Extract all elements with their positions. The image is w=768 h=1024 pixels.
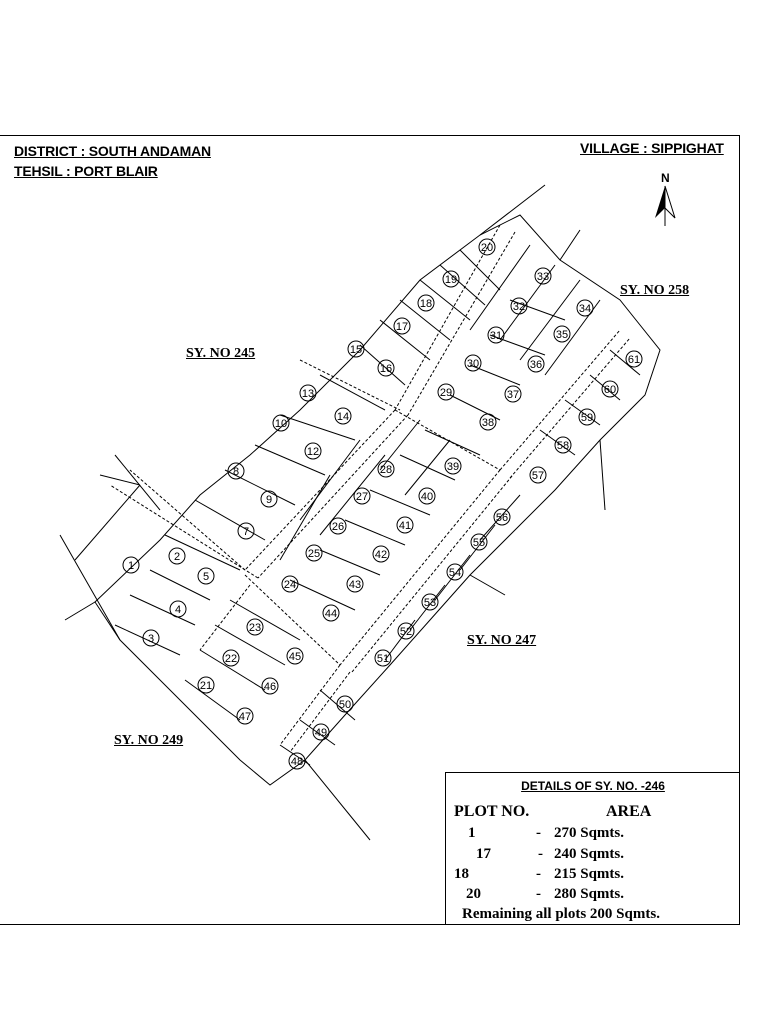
- plot-marker: [438, 384, 454, 400]
- svg-text:52: 52: [399, 626, 413, 638]
- svg-text:48: 48: [290, 756, 304, 768]
- plot-marker: [261, 491, 277, 507]
- plot-marker: [528, 356, 544, 372]
- plot-marker: [530, 467, 546, 483]
- svg-text:59: 59: [580, 412, 594, 424]
- svg-text:43: 43: [348, 579, 362, 591]
- plot-marker: [378, 360, 394, 376]
- plot-marker: [282, 576, 298, 592]
- plot-marker: [422, 594, 438, 610]
- plot-marker: [305, 443, 321, 459]
- svg-text:57: 57: [531, 470, 545, 482]
- plot-marker: [238, 523, 254, 539]
- plot-marker: [330, 518, 346, 534]
- svg-text:50: 50: [338, 699, 352, 711]
- plot-marker: [418, 295, 434, 311]
- details-panel: [445, 772, 740, 925]
- plot-marker: [237, 708, 253, 724]
- plot-marker: [123, 557, 139, 573]
- svg-text:40: 40: [420, 491, 434, 503]
- survey-label-258: SY. NO 258: [620, 283, 690, 298]
- plot-marker: [347, 576, 363, 592]
- detail-row-plot: 1: [468, 825, 476, 841]
- detail-row-sep: -: [536, 825, 541, 841]
- svg-text:15: 15: [349, 344, 363, 356]
- svg-text:36: 36: [529, 359, 543, 371]
- village-label: VILLAGE : SIPPIGHAT: [580, 140, 724, 156]
- svg-text:32: 32: [512, 301, 526, 313]
- plot-marker: [289, 753, 305, 769]
- svg-text:55: 55: [472, 537, 486, 549]
- svg-text:7: 7: [242, 526, 250, 538]
- survey-label-247: SY. NO 247: [467, 633, 537, 648]
- plot-no-header: PLOT NO.: [454, 803, 530, 820]
- plot-marker: [579, 409, 595, 425]
- plot-marker: [397, 517, 413, 533]
- plot-marker: [273, 415, 289, 431]
- svg-text:60: 60: [603, 384, 617, 396]
- plot-marker: [494, 509, 510, 525]
- svg-text:29: 29: [439, 387, 453, 399]
- svg-text:35: 35: [555, 329, 569, 341]
- svg-text:12: 12: [306, 446, 320, 458]
- svg-text:14: 14: [336, 411, 350, 423]
- detail-row-sep: -: [536, 866, 541, 882]
- detail-row-area: 240 Sqmts.: [554, 846, 625, 862]
- district-label: DISTRICT : SOUTH ANDAMAN: [14, 143, 211, 159]
- svg-text:2: 2: [173, 551, 181, 563]
- plot-marker: [445, 458, 461, 474]
- svg-text:8: 8: [232, 466, 240, 478]
- plot-marker: [223, 650, 239, 666]
- plot-marker: [554, 326, 570, 342]
- detail-row-sep: -: [538, 846, 543, 862]
- plot-marker: [337, 696, 353, 712]
- svg-text:54: 54: [448, 567, 462, 579]
- svg-text:34: 34: [578, 303, 592, 315]
- plot-marker: [143, 630, 159, 646]
- svg-text:44: 44: [324, 608, 338, 620]
- svg-text:25: 25: [307, 548, 321, 560]
- svg-text:31: 31: [489, 330, 503, 342]
- svg-text:28: 28: [379, 464, 393, 476]
- plot-marker: [488, 327, 504, 343]
- plot-marker: [535, 268, 551, 284]
- plot-marker: [471, 534, 487, 550]
- svg-text:26: 26: [331, 521, 345, 533]
- svg-text:39: 39: [446, 461, 460, 473]
- svg-text:49: 49: [314, 727, 328, 739]
- svg-text:58: 58: [556, 440, 570, 452]
- svg-text:4: 4: [174, 604, 182, 616]
- plot-marker: [373, 546, 389, 562]
- plot-marker: [602, 381, 618, 397]
- svg-text:5: 5: [202, 571, 210, 583]
- area-header: AREA: [606, 803, 652, 820]
- plot-marker: [480, 414, 496, 430]
- svg-text:19: 19: [444, 274, 458, 286]
- detail-row-plot: 17: [476, 846, 491, 862]
- svg-text:20: 20: [480, 242, 494, 254]
- plot-marker: [287, 648, 303, 664]
- plot-marker: [170, 601, 186, 617]
- svg-text:56: 56: [495, 512, 509, 524]
- detail-row-sep: -: [536, 886, 541, 902]
- plot-marker: [398, 623, 414, 639]
- svg-text:27: 27: [355, 491, 369, 503]
- svg-text:18: 18: [419, 298, 433, 310]
- plot-marker: [354, 488, 370, 504]
- detail-row-plot: 18: [454, 866, 469, 882]
- plot-marker: [313, 724, 329, 740]
- svg-text:22: 22: [224, 653, 238, 665]
- details-title: DETAILS OF SY. NO. -246: [521, 779, 665, 793]
- survey-label-245: SY. NO 245: [186, 346, 256, 361]
- svg-text:38: 38: [481, 417, 495, 429]
- plot-marker: [378, 461, 394, 477]
- plot-marker: [335, 408, 351, 424]
- plot-marker: [198, 568, 214, 584]
- tehsil-label: TEHSIL : PORT BLAIR: [14, 163, 158, 179]
- plot-marker: [419, 488, 435, 504]
- layout-boundary: [95, 215, 660, 785]
- svg-text:61: 61: [627, 354, 641, 366]
- plot-marker: [323, 605, 339, 621]
- svg-text:9: 9: [265, 494, 273, 506]
- plot-marker: [394, 318, 410, 334]
- plot-marker: [511, 298, 527, 314]
- plot-marker: [447, 564, 463, 580]
- detail-row-area: 215 Sqmts.: [554, 866, 625, 882]
- north-label: N: [661, 171, 670, 185]
- plot-marker: [300, 385, 316, 401]
- remaining-plots-note: Remaining all plots 200 Sqmts.: [462, 906, 660, 922]
- plot-marker: [505, 386, 521, 402]
- detail-row-area: 270 Sqmts.: [554, 825, 625, 841]
- svg-text:51: 51: [376, 653, 390, 665]
- svg-text:47: 47: [238, 711, 252, 723]
- svg-text:16: 16: [379, 363, 393, 375]
- plot-marker: [479, 239, 495, 255]
- svg-text:1: 1: [127, 560, 135, 572]
- svg-text:21: 21: [199, 680, 213, 692]
- svg-text:41: 41: [398, 520, 412, 532]
- svg-text:45: 45: [288, 651, 302, 663]
- detail-row-area: 280 Sqmts.: [554, 886, 625, 902]
- plot-marker: [198, 677, 214, 693]
- plot-marker: [169, 548, 185, 564]
- svg-text:33: 33: [536, 271, 550, 283]
- plot-marker: [262, 678, 278, 694]
- svg-text:37: 37: [506, 389, 520, 401]
- plot-marker: [247, 619, 263, 635]
- plot-marker: [443, 271, 459, 287]
- svg-text:23: 23: [248, 622, 262, 634]
- plot-marker: [348, 341, 364, 357]
- svg-text:42: 42: [374, 549, 388, 561]
- svg-text:30: 30: [466, 358, 480, 370]
- svg-text:3: 3: [147, 633, 155, 645]
- svg-text:53: 53: [423, 597, 437, 609]
- plot-marker: [465, 355, 481, 371]
- plot-marker: [577, 300, 593, 316]
- svg-text:17: 17: [395, 321, 409, 333]
- detail-row-plot: 20: [466, 886, 481, 902]
- svg-text:10: 10: [274, 418, 288, 430]
- plot-marker: [626, 351, 642, 367]
- survey-label-249: SY. NO 249: [114, 733, 184, 748]
- svg-text:24: 24: [283, 579, 297, 591]
- plot-marker: [375, 650, 391, 666]
- svg-text:13: 13: [301, 388, 315, 400]
- plot-marker: [306, 545, 322, 561]
- plot-marker: [555, 437, 571, 453]
- svg-text:46: 46: [263, 681, 277, 693]
